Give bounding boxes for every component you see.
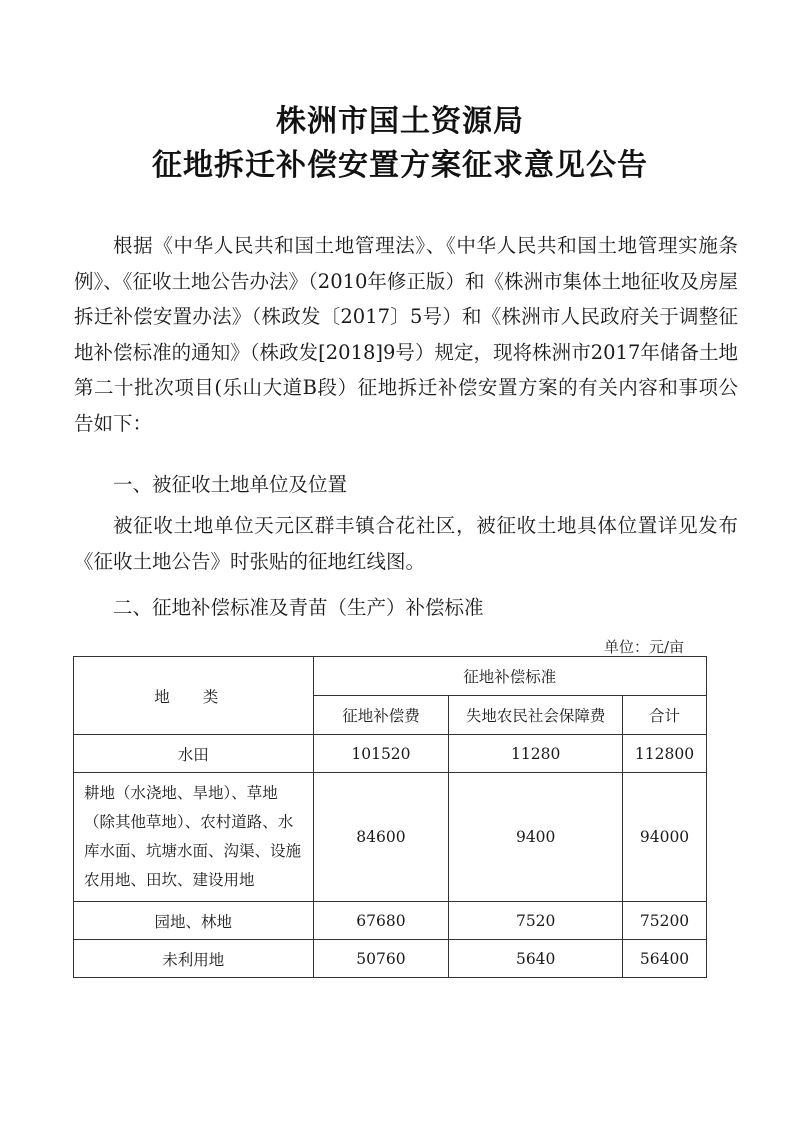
header-land-type: 地 类 xyxy=(74,657,314,735)
header-social: 失地农民社会保障费 xyxy=(449,696,623,735)
cell-fee: 84600 xyxy=(313,773,449,902)
document-title-line2: 征地拆迁补偿安置方案征求意见公告 xyxy=(152,148,648,183)
intro-paragraph: 根据《中华人民共和国土地管理法》、《中华人民共和国土地管理实施条例》、《征收土地公告办法》（2010年修正版）和《株洲市集体土地征收及房屋拆迁补偿安置办法》（株政发〔2017〕5号）和《株洲市人民政府关于调整征地补偿标准的通知》（株政发[2018]9号）规定，现将株洲市2017年储备土地第二十批次项目(乐山大道B段）征地拆迁补偿安置方案的有关内容和事项公告如下： xyxy=(74,234,738,435)
cell-land-type: 园地、林地 xyxy=(74,902,314,940)
table-row xyxy=(74,773,707,902)
header-standard: 征地补偿标准 xyxy=(313,657,706,696)
header-total: 合计 xyxy=(623,696,707,735)
cell-social: 5640 xyxy=(449,940,623,978)
header-fee: 征地补偿费 xyxy=(313,696,449,735)
document-title-line1: 株洲市国土资源局 xyxy=(276,104,524,139)
cell-social: 11280 xyxy=(449,735,623,773)
table-row xyxy=(74,902,707,940)
cell-social: 9400 xyxy=(449,773,623,902)
section1-text: 被征收土地单位天元区群丰镇合花社区，被征收土地具体位置详见发布《征收土地公告》时张贴的征地红线图。 xyxy=(74,514,738,573)
cell-total: 56400 xyxy=(623,940,707,978)
table-row xyxy=(74,940,707,978)
cell-land-type: 耕地（水浇地、旱地）、草地（除其他草地）、农村道路、水库水面、坑塘水面、沟渠、设施农用地、田坎、建设用地 xyxy=(74,773,314,902)
cell-fee: 50760 xyxy=(313,940,449,978)
unit-label: 单位：元/亩 xyxy=(603,638,684,656)
cell-land-type: 水田 xyxy=(74,735,314,773)
cell-total: 75200 xyxy=(623,902,707,940)
compensation-table xyxy=(73,656,707,978)
section1-heading: 一、被征收土地单位及位置 xyxy=(113,473,348,496)
cell-total: 112800 xyxy=(623,735,707,773)
cell-social: 7520 xyxy=(449,902,623,940)
cell-total: 94000 xyxy=(623,773,707,902)
cell-land-type: 未利用地 xyxy=(74,940,314,978)
table-row xyxy=(74,735,707,773)
cell-fee: 101520 xyxy=(313,735,449,773)
cell-fee: 67680 xyxy=(313,902,449,940)
table-header-row xyxy=(74,657,707,696)
section2-heading: 二、征地补偿标准及青苗（生产）补偿标准 xyxy=(113,596,484,619)
